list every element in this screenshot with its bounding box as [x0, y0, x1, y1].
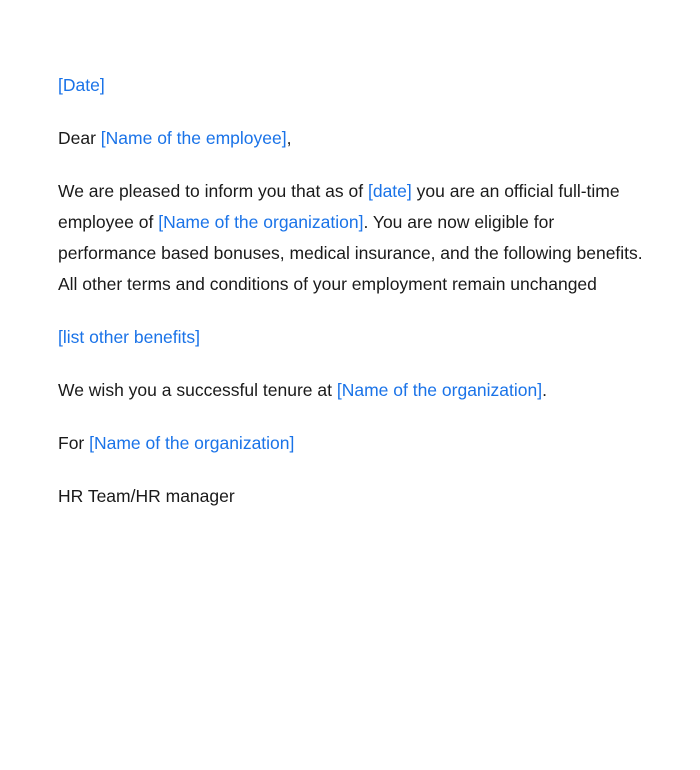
- signoff-line: [58, 428, 648, 459]
- employee-name-placeholder: [Name of the employee]: [100, 128, 287, 148]
- closing-organization-placeholder: [Name of the organization]: [336, 380, 543, 400]
- date-line: [58, 70, 648, 101]
- body-text-1: We are pleased to inform you that as of: [58, 181, 368, 201]
- closing-suffix: .: [542, 380, 547, 400]
- date-placeholder: [Date]: [58, 75, 105, 95]
- body-text-3: . You are now eligible for performance based bonuses, medical insurance, and the following benefits. All other terms and conditions of your employment remain unchanged: [58, 212, 643, 294]
- signoff-prefix: For: [58, 433, 90, 453]
- benefits-line: [58, 322, 648, 353]
- closing-prefix: We wish you a successful tenure at: [58, 380, 337, 400]
- benefits-placeholder: [list other benefits]: [58, 327, 201, 347]
- salutation: [58, 123, 648, 154]
- signoff-organization-placeholder: [Name of the organization]: [89, 433, 295, 453]
- signature: HR Team/HR manager: [58, 486, 235, 506]
- closing-line: [58, 375, 648, 406]
- salutation-suffix: ,: [286, 128, 292, 148]
- body-paragraph: [58, 176, 648, 300]
- body-text-2: you are an official full-time employee of: [58, 181, 620, 232]
- signature-line: [58, 481, 648, 512]
- salutation-prefix: Dear: [58, 128, 101, 148]
- offer-letter: [58, 70, 648, 534]
- effective-date-placeholder: [date]: [367, 181, 412, 201]
- organization-placeholder: [Name of the organization]: [158, 212, 364, 232]
